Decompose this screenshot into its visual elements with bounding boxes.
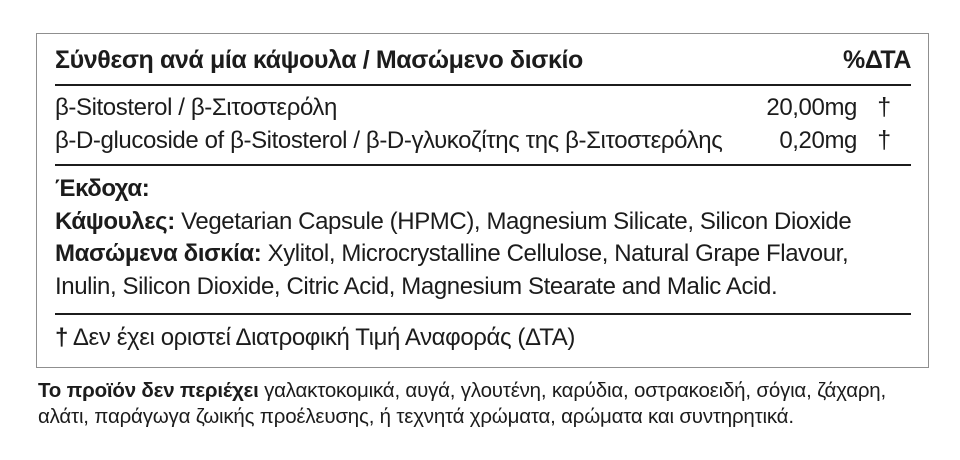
excipients-heading: [55, 173, 911, 206]
ingredient-rdi-symbol: †: [877, 126, 891, 154]
ingredient-row: [55, 91, 911, 124]
disclaimer-lead: Το προϊόν δεν περιέχει: [38, 379, 259, 402]
tablets-label: Μασώμενα δισκία:: [55, 240, 262, 267]
panel-header: [55, 43, 911, 86]
capsules-line: [55, 206, 911, 239]
dagger-icon: †: [55, 324, 68, 351]
ingredient-name: β-D-glucoside of β-Sitosterol / β-D-γλυκοζίτης της β-Σιτοστερόλης: [55, 127, 723, 154]
excipients-section: [55, 166, 911, 315]
excipients-heading-label: Έκδοχα:: [55, 175, 150, 202]
capsules-label: Κάψουλες:: [55, 207, 175, 235]
disclaimer-text: γαλακτοκομικά, αυγά, γλουτένη, καρύδια, οστρακοειδή, σόγια, ζάχαρη, αλάτι, παράγωγα ζωικής προέλευσης, ή τεχνητά χρώματα, αρώματα και συντηρητικά.: [38, 379, 887, 428]
capsules-text: Vegetarian Capsule (HPMC), Magnesium Silicate, Silicon Dioxide: [174, 207, 852, 235]
tablets-text: Xylitol, Microcrystalline Cellulose, Natural Grape Flavour, Inulin, Silicon Dioxide, Citric Acid, Magnesium Stearate and Malic Acid.: [55, 240, 849, 300]
ingredient-row: [55, 124, 911, 157]
allergen-disclaimer: [38, 378, 928, 430]
supplement-facts-panel: [36, 33, 929, 368]
rdi-column-header: %ΔΤΑ: [843, 46, 911, 74]
rdi-footnote-text: Δεν έχει οριστεί Διατροφική Τιμή Αναφοράς (ΔΤΑ): [67, 324, 575, 351]
ingredient-name: β-Sitosterol / β-Σιτοστερόλη: [55, 94, 337, 121]
ingredient-amount: 0,20mg: [779, 127, 857, 154]
ingredient-amount: 20,00mg: [766, 94, 857, 121]
panel-title: Σύνθεση ανά μία κάψουλα / Μασώμενο δισκίο: [55, 46, 583, 74]
tablets-line: [55, 238, 911, 303]
ingredient-rows: [55, 86, 911, 166]
rdi-footnote: [55, 315, 911, 363]
ingredient-rdi-symbol: †: [877, 93, 891, 121]
